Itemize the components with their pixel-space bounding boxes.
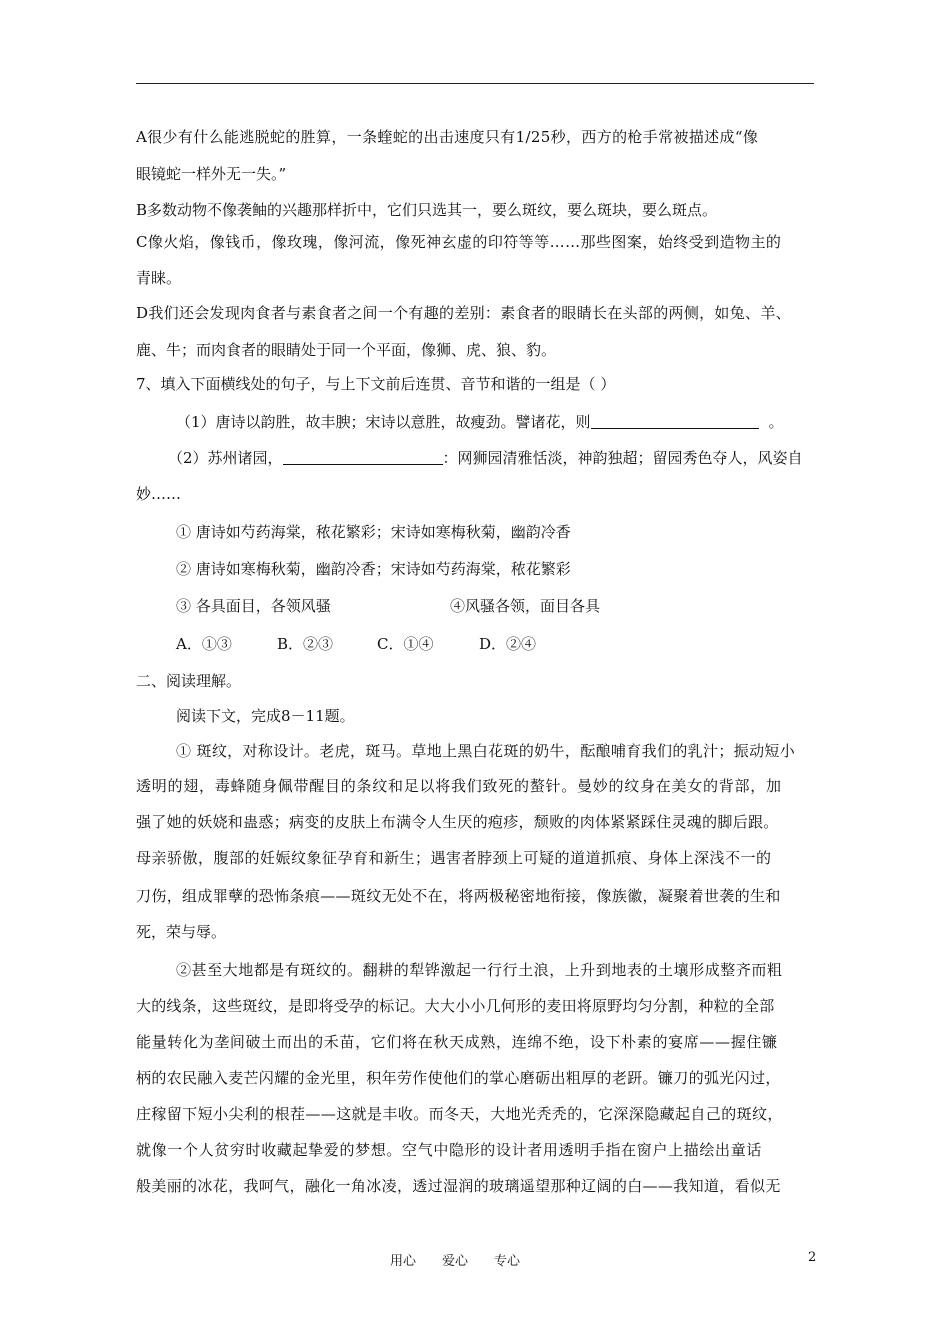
reading-intro: 阅读下文，完成8－11题。	[176, 707, 355, 725]
paragraph-2-line-1: ②甚至大地都是有斑纹的。翻耕的犁铧激起一行行土浪，上升到地表的土壤形成整齐而粗	[176, 961, 783, 979]
option-c-line-1: C像火焰，像钱币，像玫瑰，像河流，像死神玄虚的印符等等……那些图案，始终受到造物主的	[136, 233, 782, 251]
page-number: 2	[808, 1250, 817, 1265]
paragraph-1-line-6: 死，荣与辱。	[136, 923, 227, 941]
question-7-stem: 7、填入下面横线处的句子，与上下文前后连贯、音节和谐的一组是（ ）	[136, 375, 616, 393]
item-2-text: （2）苏州诸园，	[168, 449, 283, 467]
option-d-line-2: 鹿、牛；而肉食者的眼睛处于同一个平面，像狮、虎、狼、豹。	[136, 341, 557, 359]
paragraph-2-line-3: 能量转化为垄间破土而出的禾苗，它们将在秋天成熟，连绵不绝，设下朴素的宴席——握住镰	[136, 1033, 778, 1051]
choice-statement-3: ③ 各具面目，各领风骚	[176, 597, 331, 615]
answer-choice-b: B．②③	[277, 635, 334, 653]
option-a-line-1: A很少有什么能逃脱蛇的胜算，一条蝰蛇的出击速度只有1/25秒，西方的枪手常被描述成“像	[136, 128, 759, 146]
paragraph-1-line-5: 刀伤，组成罪孽的恐怖条痕——斑纹无处不在，将两极秘密地衔接，像族徽，凝聚着世袭的生和	[136, 887, 781, 905]
fill-blank-1	[591, 412, 759, 429]
answer-choice-a: A．①③	[176, 635, 232, 653]
choice-statement-4: ④风骚各领，面目各具	[450, 597, 601, 615]
paragraph-1-line-1: ① 斑纹，对称设计。老虎，斑马。草地上黑白花斑的奶牛，酝酿哺育我们的乳汁；振动短小	[176, 742, 796, 760]
option-b-line: B多数动物不像袭鲉的兴趣那样折中，它们只选其一，要么斑纹，要么斑块，要么斑点。	[136, 201, 718, 219]
header-rule	[136, 83, 814, 84]
item-2-rest: ：网狮园清雅恬淡，神韵独超；留园秀色夺人，风姿自	[442, 449, 803, 467]
question-7-item-2	[168, 448, 803, 468]
item-1-end: 。	[768, 413, 784, 431]
choice-statement-2: ② 唐诗如寒梅秋菊，幽韵冷香；宋诗如芍药海棠，秾花繁彩	[176, 560, 571, 578]
option-a-line-2: 眼镜蛇一样外无一失。”	[136, 165, 287, 183]
paragraph-1-line-3: 强了她的妖娆和蛊惑；病变的皮肤上布满令人生厌的疱疹，颓败的肉体紧紧踩住灵魂的脚后跟。	[136, 813, 779, 831]
paragraph-2-line-2: 大的线条，这些斑纹，是即将受孕的标记。大大小小几何形的麦田将原野均匀分割，种粒的全部	[136, 997, 775, 1015]
paragraph-2-line-6: 就像一个人贫穷时收藏起挚爱的梦想。空气中隐形的设计者用透明手指在窗户上描绘出童话	[136, 1141, 763, 1159]
paragraph-1-line-2: 透明的翅，毒蜂随身佩带醒目的条纹和足以将我们致死的螯针。曼妙的纹身在美女的背部，加	[136, 777, 782, 795]
option-d-line-1: D我们还会发现肉食者与素食者之间一个有趣的差别：素食者的眼睛长在头部的两侧，如兔、羊、	[136, 304, 791, 322]
item-1-text: （1）唐诗以韵胜，故丰腴；宋诗以意胜，故瘦劲。譬诸花，则	[176, 413, 591, 431]
answer-choice-c: C．①④	[377, 635, 434, 653]
paragraph-2-line-5: 庄稼留下短小尖利的根茬——这就是丰收。而冬天，大地光秃秃的，它深深隐藏起自己的斑纹，	[136, 1105, 783, 1123]
choice-statement-1: ① 唐诗如芍药海棠，秾花繁彩；宋诗如寒梅秋菊，幽韵冷香	[176, 523, 571, 541]
answer-choice-d: D．②④	[479, 635, 537, 653]
section-heading: 二、阅读理解。	[136, 672, 242, 690]
paragraph-2-line-7: 般美丽的冰花，我呵气，融化一角冰凌，透过湿润的玻璃遥望那种辽阔的白——我知道，看似无	[136, 1177, 781, 1195]
question-7-item-2-cont: 妙……	[136, 485, 182, 503]
question-7-item-1	[176, 412, 784, 432]
option-c-line-2: 青睐。	[136, 269, 182, 287]
paragraph-1-line-4: 母亲骄傲，腹部的妊娠纹象征孕育和新生；遇害者脖颈上可疑的道道抓痕、身体上深浅不一的	[136, 849, 772, 867]
fill-blank-2	[283, 448, 443, 465]
footer-motto: 用心 爱心 专心	[390, 1254, 521, 1269]
paragraph-2-line-4: 柄的农民融入麦芒闪耀的金光里，积年劳作使他们的掌心磨砺出粗厚的老趼。镰刀的弧光闪过，	[136, 1069, 781, 1087]
